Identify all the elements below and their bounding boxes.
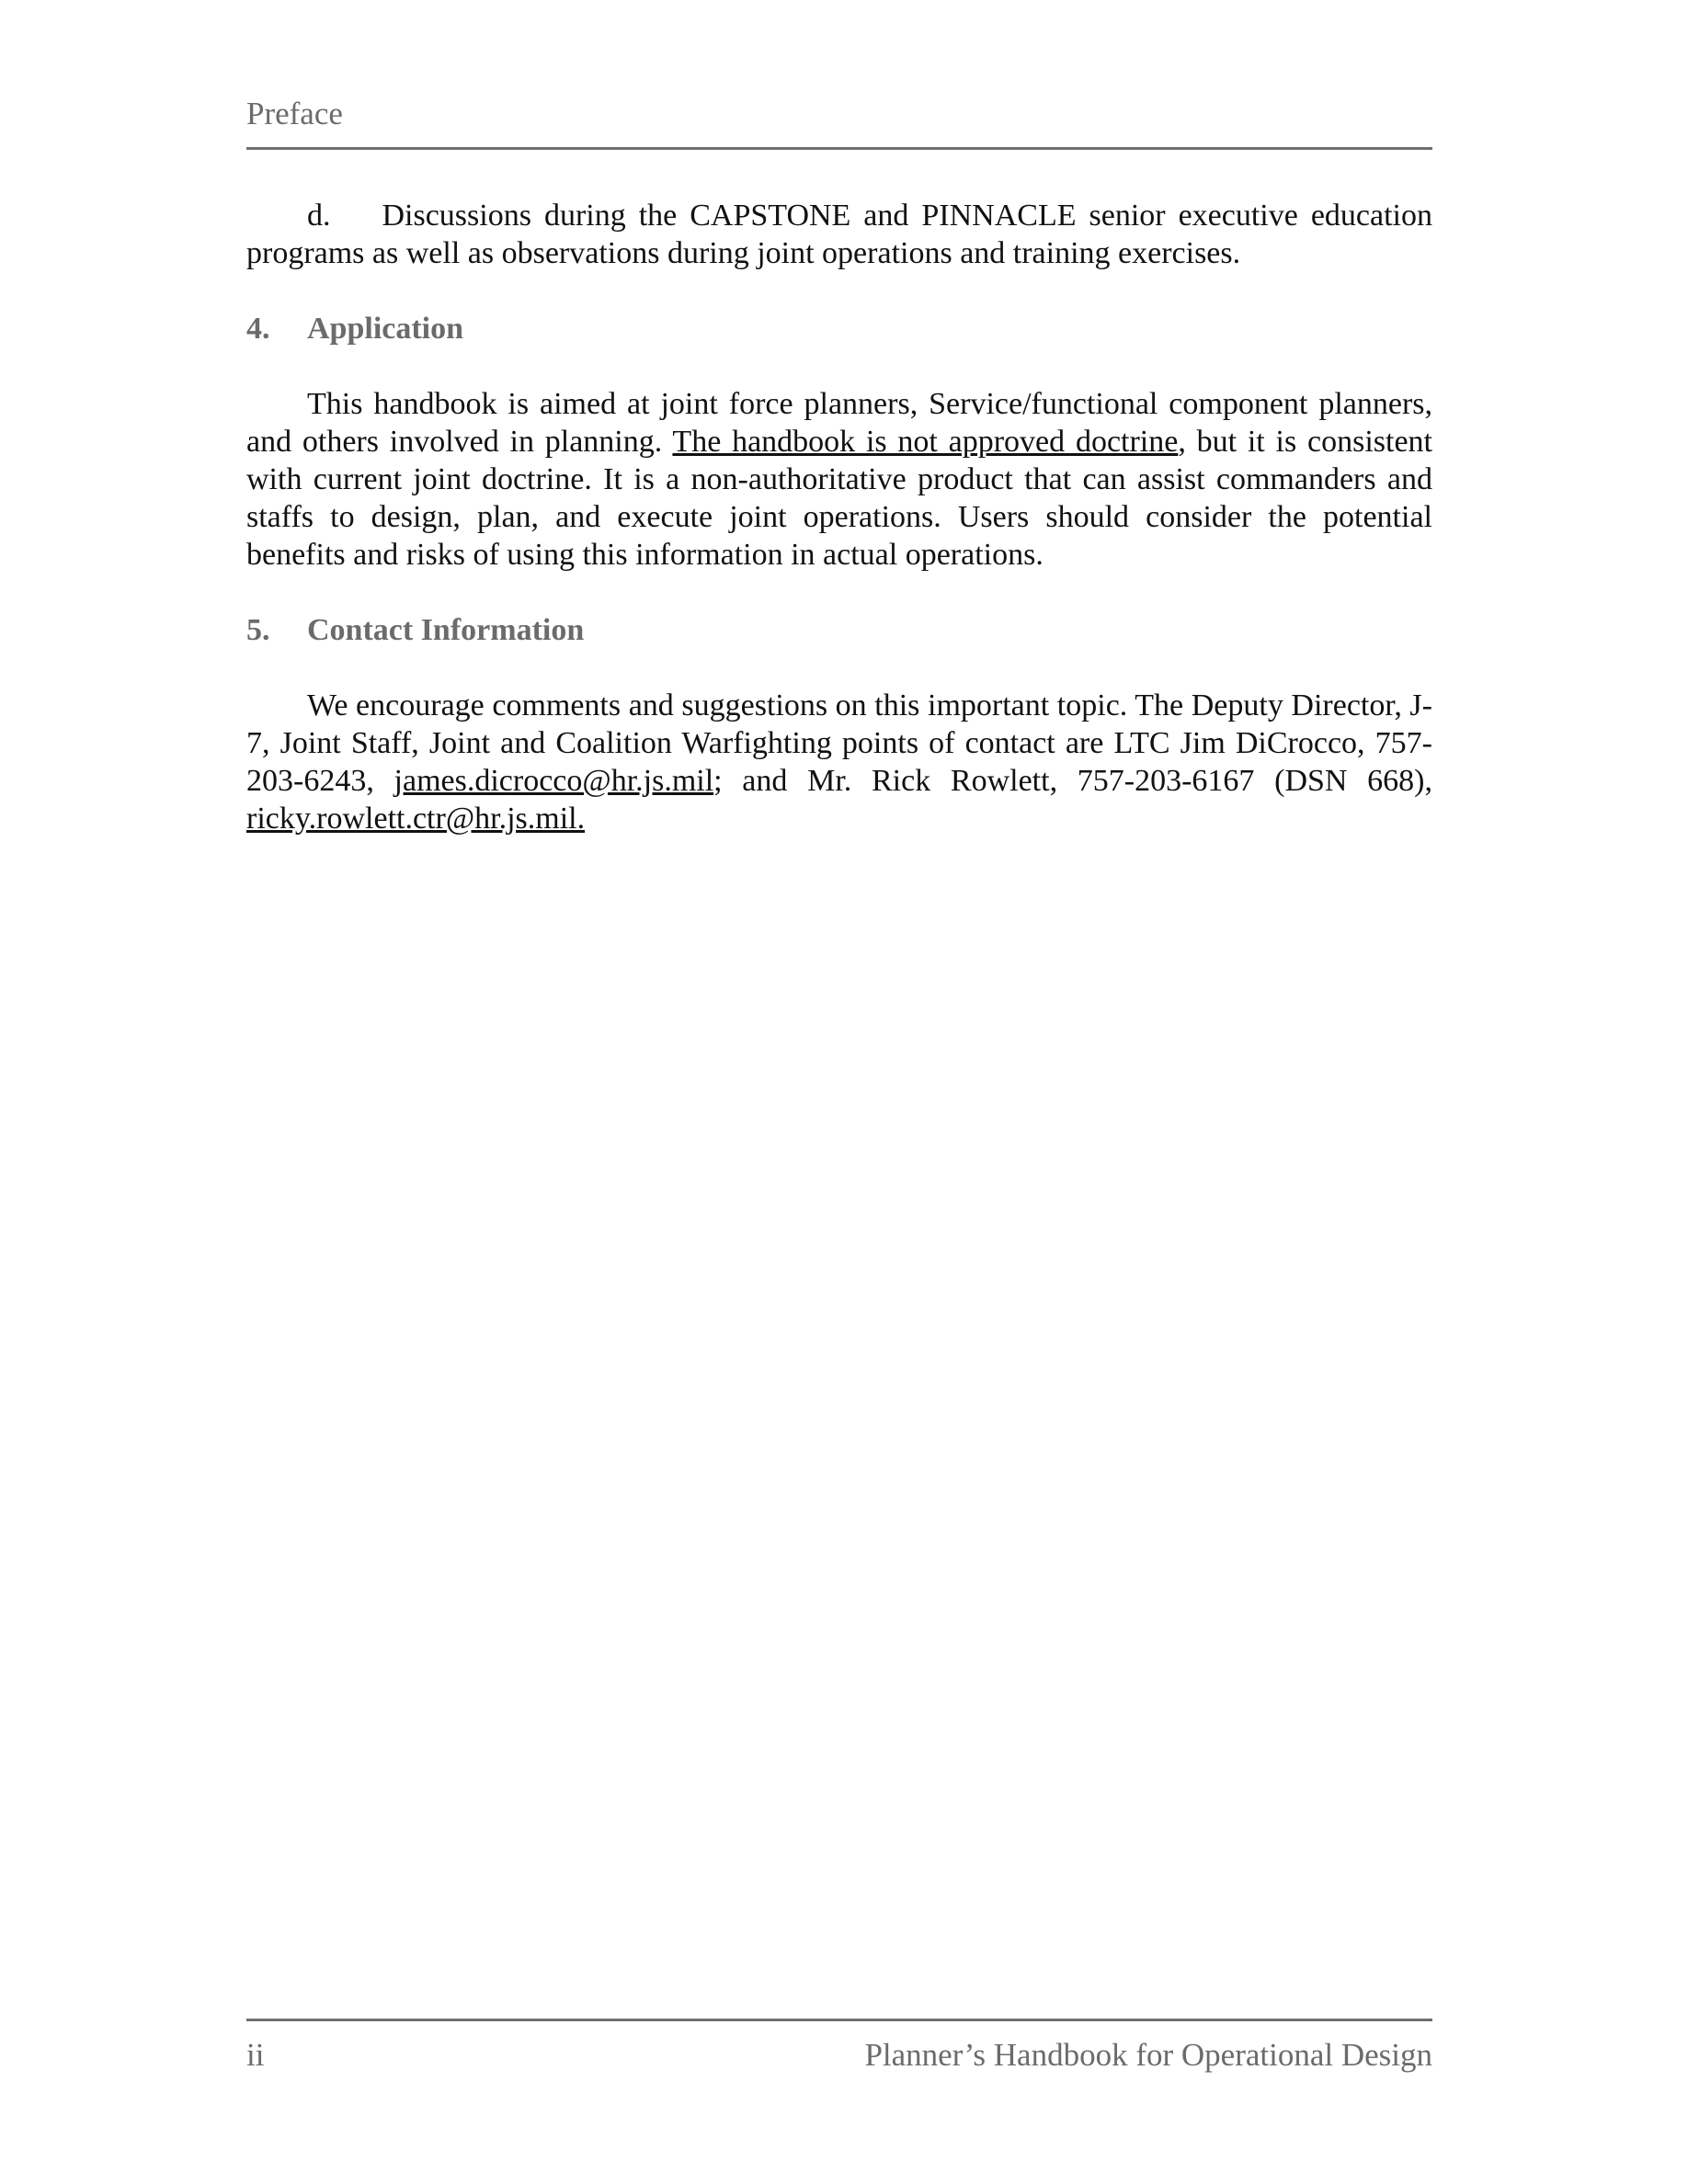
section-number: 5.	[246, 613, 270, 647]
paragraph-text: ; and Mr. Rick Rowlett, 757-203-6167 (DSN 668),	[713, 764, 1432, 798]
list-item-text: Discussions during the CAPSTONE and PINNACLE senior executive education programs as well as observations during joint operations and training exercises.	[246, 199, 1433, 270]
paragraph-text: This handbook is aimed at joint force planners, Service/functional component planners, and others involved in planning.	[246, 387, 1432, 459]
underlined-statement: The handbook is not approved doctrine	[672, 425, 1179, 459]
page-number: ii	[246, 2037, 265, 2073]
email-link-dicrocco[interactable]: james.dicrocco@hr.js.mil	[393, 764, 714, 798]
header-rule	[246, 147, 1432, 150]
email-link-rowlett[interactable]: ricky.rowlett.ctr@hr.js.mil.	[246, 802, 586, 836]
page-content	[246, 197, 1432, 837]
list-item-marker: d.	[307, 199, 331, 233]
paragraph-text: We encourage comments and suggestions on this important topic. The Deputy Director, J-7, Joint Staff, Joint and Coalition Warfighting points of contact are LTC Jim DiCrocco, 757-203-6243,	[246, 688, 1432, 798]
section-heading-application	[246, 310, 1432, 347]
running-header: Preface	[246, 96, 343, 131]
section-number: 4.	[246, 312, 270, 346]
footer-rule	[246, 2019, 1432, 2021]
section-title: Application	[307, 312, 464, 346]
paragraph-text: , but it is consistent with current joint doctrine. It is a non-authoritative product that can assist commanders and staffs to design, plan, and execute joint operations. Users should consider the potential benefits and risks of using this information in actual operations.	[246, 425, 1432, 572]
section-title: Contact Information	[307, 613, 585, 647]
section-heading-contact	[246, 611, 1432, 649]
application-paragraph	[246, 385, 1432, 574]
contact-paragraph	[246, 687, 1432, 837]
running-footer-title: Planner’s Handbook for Operational Design	[864, 2037, 1432, 2073]
list-item-d	[246, 197, 1432, 272]
